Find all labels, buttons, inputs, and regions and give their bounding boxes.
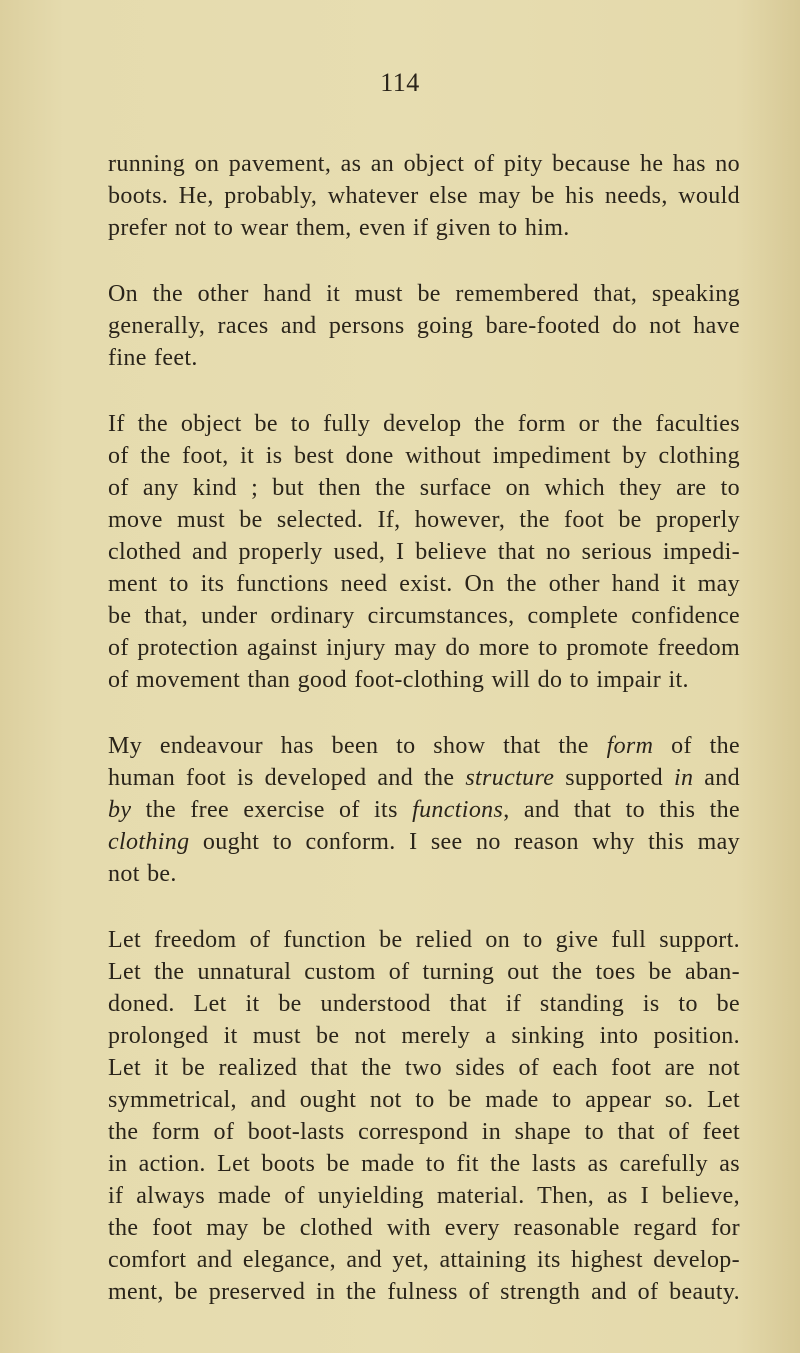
text-line: if always made of unyielding material. Then, as I believe,: [108, 1183, 740, 1209]
text-line: the foot may be clothed with every reasonable regard for: [108, 1215, 740, 1241]
text-run: , and that to this the: [503, 797, 740, 823]
italic-run: form: [606, 733, 654, 759]
paragraph-3: [108, 408, 740, 696]
text-line: prefer not to wear them, even if given to him.: [108, 215, 570, 241]
italic-run: clothing: [108, 829, 190, 855]
text-line: [108, 762, 740, 794]
paragraph-4: [108, 730, 740, 890]
text-line: On the other hand it must be remembered that, speaking: [108, 281, 740, 307]
text-run: of the: [653, 733, 740, 759]
text-line: ment, be preserved in the fulness of strength and of beauty.: [108, 1279, 740, 1305]
text-line: be that, under ordinary circumstances, complete confidence: [108, 603, 740, 629]
italic-run: in: [673, 765, 694, 791]
text-line: in action. Let boots be made to fit the lasts as carefully as: [108, 1151, 740, 1177]
text-line: boots. He, probably, whatever else may be his needs, would: [108, 183, 740, 209]
text-line: of any kind ; but then the surface on which they are to: [108, 475, 740, 501]
text-line: comfort and elegance, and yet, attaining its highest develop-: [108, 1247, 740, 1273]
text-line: If the object be to fully develop the form or the faculties: [108, 411, 740, 437]
paragraph-1: [108, 148, 740, 244]
text-line: move must be selected. If, however, the foot be properly: [108, 507, 740, 533]
text-line: Let freedom of function be relied on to give full support.: [108, 927, 740, 953]
text-line: [108, 730, 740, 762]
text-run: supported: [554, 765, 674, 791]
text-run: My endeavour has been to show that the: [108, 733, 607, 759]
italic-run: functions: [412, 797, 504, 823]
paragraph-2: [108, 278, 740, 374]
body-text: [108, 148, 740, 1342]
text-line: of the foot, it is best done without impediment by clothing: [108, 443, 740, 469]
text-line: fine feet.: [108, 345, 198, 371]
text-line: [108, 826, 740, 858]
text-run: the free exercise of its: [131, 797, 413, 823]
text-line: running on pavement, as an object of pity because he has no: [108, 151, 740, 177]
text-line: of protection against injury may do more to promote freedom: [108, 635, 740, 661]
text-run: and: [693, 765, 740, 791]
text-run: human foot is developed and the: [108, 765, 466, 791]
text-line: not be.: [108, 861, 177, 887]
text-line: [108, 794, 740, 826]
italic-run: by: [108, 797, 132, 823]
text-line: Let the unnatural custom of turning out the toes be aban-: [108, 959, 740, 985]
text-line: Let it be realized that the two sides of each foot are not: [108, 1055, 740, 1081]
page-number: 114: [380, 68, 420, 97]
text-line: clothed and properly used, I believe that no serious impedi-: [108, 539, 740, 565]
text-line: ment to its functions need exist. On the other hand it may: [108, 571, 740, 597]
text-line: prolonged it must be not merely a sinking into position.: [108, 1023, 740, 1049]
text-line: doned. Let it be understood that if standing is to be: [108, 991, 740, 1017]
text-line: the form of boot-lasts correspond in shape to that of feet: [108, 1119, 740, 1145]
text-line: of movement than good foot-clothing will do to impair it.: [108, 667, 689, 693]
text-line: generally, races and persons going bare-footed do not have: [108, 313, 740, 339]
text-line: symmetrical, and ought not to be made to appear so. Let: [108, 1087, 740, 1113]
text-run: ought to conform. I see no reason why this may: [189, 829, 740, 855]
italic-run: structure: [465, 765, 555, 791]
paragraph-5: [108, 924, 740, 1308]
